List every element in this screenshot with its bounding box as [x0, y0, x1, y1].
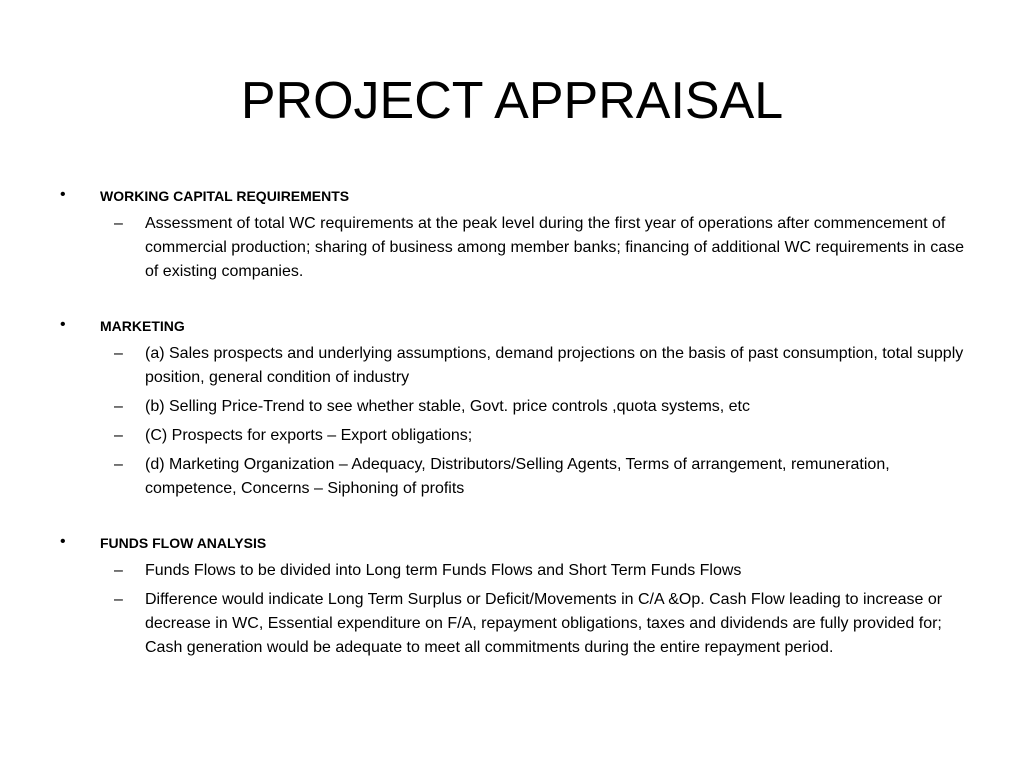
dash-marker: – — [114, 562, 123, 579]
list-item-text: (C) Prospects for exports – Export obligations; — [145, 427, 473, 444]
list-item — [0, 453, 1024, 501]
list-item — [0, 424, 1024, 448]
dash-marker: – — [114, 456, 123, 473]
dash-marker: – — [114, 398, 123, 415]
bullet-marker: • — [60, 316, 66, 333]
sub-list — [0, 212, 1024, 289]
list-item-text: (a) Sales prospects and underlying assumptions, demand projections on the basis of past consumption, total supply position, general condition of industry — [145, 345, 964, 386]
sub-list — [0, 342, 1024, 506]
list-item-text: (d) Marketing Organization – Adequacy, Distributors/Selling Agents, Terms of arrangement, remuneration, competence, Concerns – Siphoning of profits — [145, 456, 890, 497]
section-heading: MARKETING — [100, 318, 185, 334]
slide-title: PROJECT APPRAISAL — [240, 72, 784, 130]
dash-marker: – — [114, 345, 123, 362]
list-item — [0, 395, 1024, 419]
list-item-text: Difference would indicate Long Term Surplus or Deficit/Movements in C/A &Op. Cash Flow leading to increase or decrease in WC, Essential expenditure on F/A, repayment obligations, taxes and dividends are fully provided for; Cash generation would be adequate to meet all commitments during the entire repayment period. — [145, 591, 943, 656]
list-item-text: Funds Flows to be divided into Long term Funds Flows and Short Term Funds Flows — [145, 562, 742, 579]
bullet-marker: • — [60, 533, 66, 550]
list-item — [0, 212, 1024, 284]
section-heading: WORKING CAPITAL REQUIREMENTS — [100, 188, 350, 204]
dash-marker: – — [114, 215, 123, 232]
dash-marker: – — [114, 427, 123, 444]
list-item-text: (b) Selling Price-Trend to see whether stable, Govt. price controls ,quota systems, etc — [145, 398, 750, 415]
sub-list — [0, 559, 1024, 665]
bullet-marker: • — [60, 186, 66, 203]
dash-marker: – — [114, 591, 123, 608]
list-item — [0, 559, 1024, 583]
section-heading: FUNDS FLOW ANALYSIS — [100, 535, 267, 551]
list-item-text: Assessment of total WC requirements at the peak level during the first year of operations after commencement of commercial production; sharing of business among member banks; financing of additional WC requirements in case of existing companies. — [145, 215, 965, 280]
list-item — [0, 342, 1024, 390]
list-item — [0, 588, 1024, 660]
